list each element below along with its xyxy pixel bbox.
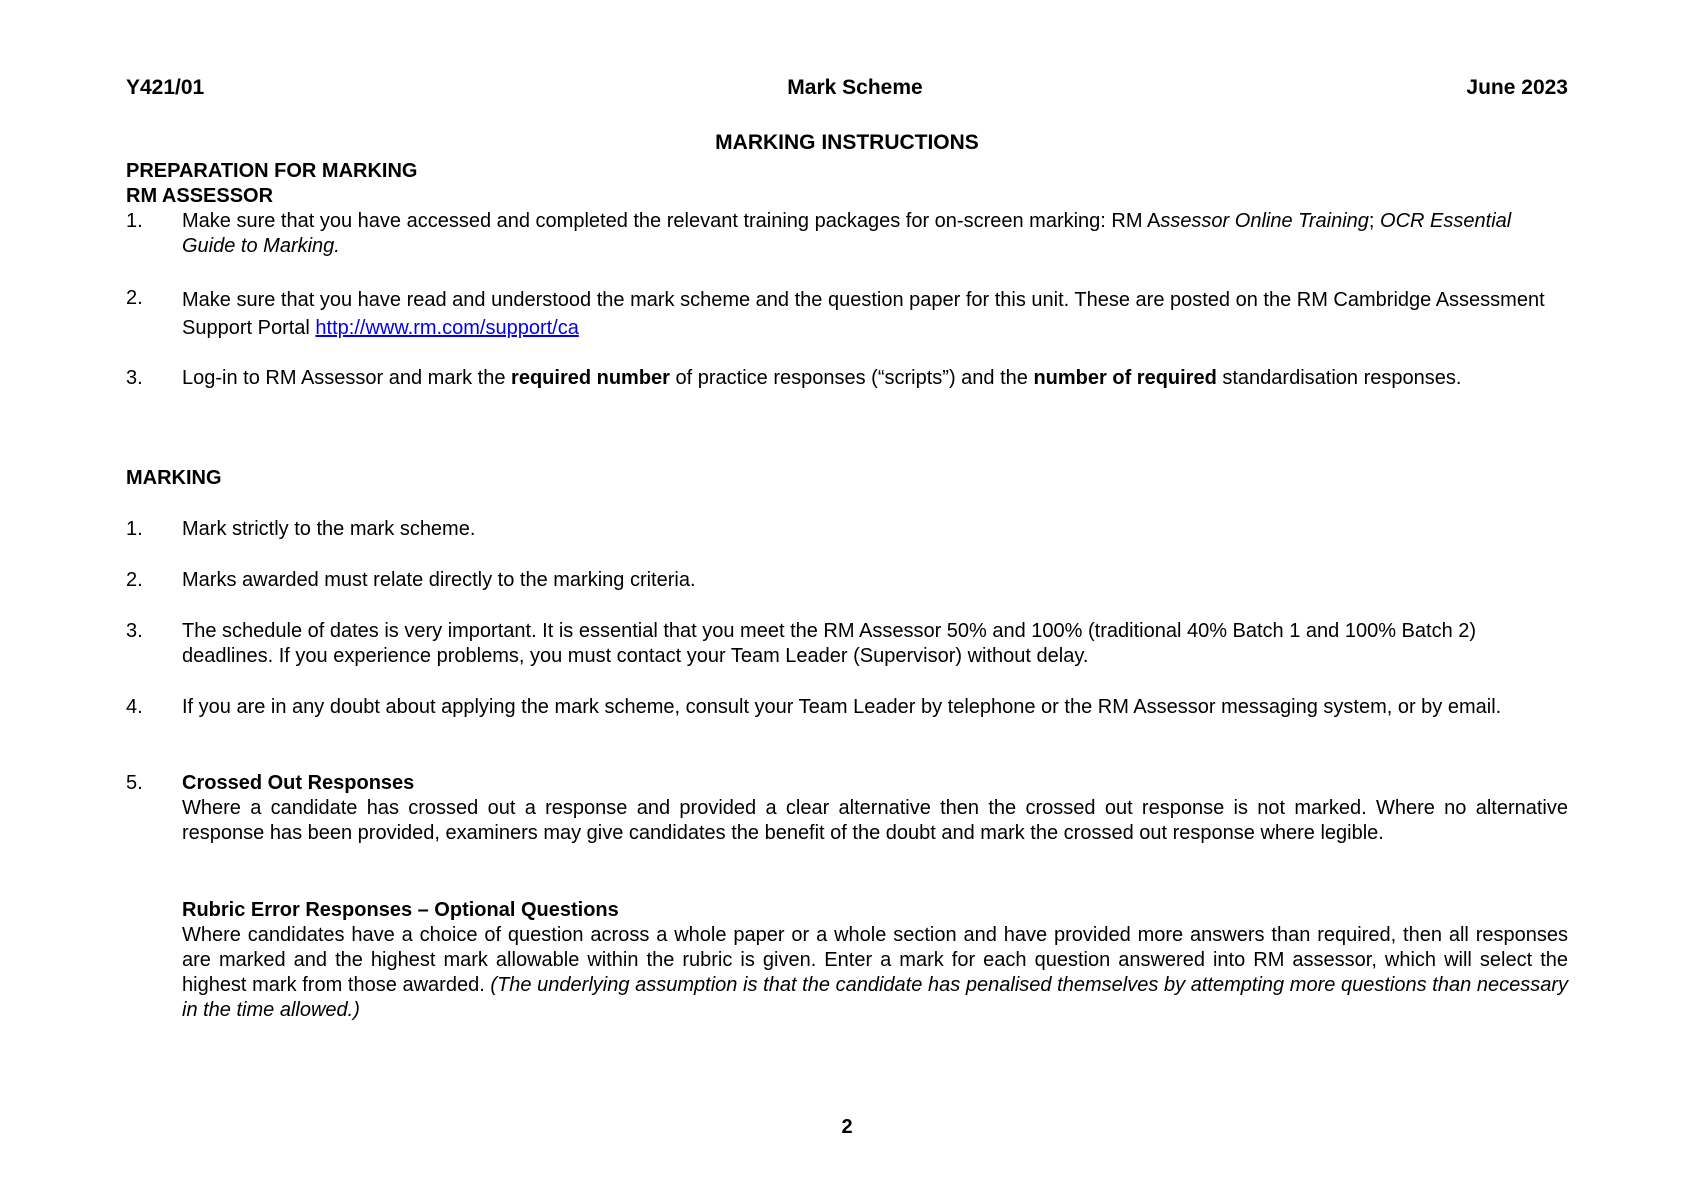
crossed-out-heading: Crossed Out Responses (182, 772, 415, 794)
item-number: 1. (126, 210, 143, 232)
item-text: The schedule of dates is very important. It is essential that you meet the RM Assessor 50% and 100% (traditional 40% Batch 1 and 100% Batch 2) deadlines. If you experience problems, you must contact your Team Leader (Supervisor) without delay. (182, 620, 1477, 667)
rubric-heading: Rubric Error Responses – Optional Questions (182, 899, 619, 921)
item-text: Marks awarded must relate directly to the marking criteria. (182, 569, 696, 591)
item-text: If you are in any doubt about applying the mark scheme, consult your Team Leader by telephone or the RM Assessor messaging system, or by email. (182, 696, 1502, 718)
item-number: 1. (126, 518, 143, 540)
marking-item-2 (126, 568, 1568, 593)
item-number: 2. (126, 569, 143, 591)
support-portal-link[interactable]: http://www.rm.com/support/ca (315, 317, 579, 339)
item-number: 3. (126, 367, 143, 389)
marking-item-5 (126, 771, 1568, 846)
item-text: Make sure that you have accessed and completed the relevant training packages for on-screen marking: RM Assessor Online Training; OCR Essential Guide to Marking. (182, 210, 1512, 257)
marking-item-1 (126, 517, 1568, 542)
item-number: 5. (126, 772, 143, 794)
page-title: MARKING INSTRUCTIONS (715, 131, 979, 154)
item-number: 3. (126, 620, 143, 642)
prep-item-2 (126, 286, 1568, 342)
item-text: Log-in to RM Assessor and mark the required number of practice responses (“scripts”) and the number of required standardisation responses. (182, 367, 1462, 389)
rm-assessor-subheading: RM ASSESSOR (126, 185, 274, 207)
prep-heading: PREPARATION FOR MARKING (126, 160, 418, 182)
item-text: Make sure that you have read and understood the mark scheme and the question paper for this unit. These are posted on the RM Cambridge Assessment Support Portal http://www.rm.com/support/ca (182, 289, 1545, 339)
marking-heading: MARKING (126, 467, 222, 489)
item-number: 4. (126, 696, 143, 718)
prep-item-1 (126, 209, 1568, 259)
marking-item-4 (126, 695, 1568, 720)
marking-item-3 (126, 619, 1568, 669)
header-date: June 2023 (1466, 76, 1568, 99)
rubric-error-block (182, 898, 1568, 1023)
page-number: 2 (841, 1116, 853, 1138)
header-title: Mark Scheme (787, 76, 923, 99)
item-text: Where a candidate has crossed out a response and provided a clear alternative then the crossed out response is not marked. Where no alternative response has been provided, examiners may give candidates the benefit of the doubt and mark the crossed out response where legible. (182, 797, 1568, 844)
item-text: Mark strictly to the mark scheme. (182, 518, 476, 540)
paper-code: Y421/01 (126, 76, 205, 99)
prep-item-3 (126, 366, 1568, 391)
item-number: 2. (126, 287, 143, 309)
rubric-text: Where candidates have a choice of question across a whole paper or a whole section and have provided more answers than required, then all responses are marked and the highest mark allowable within the rubric is given. Enter a mark for each question answered into RM assessor, which will select the highest mark from those awarded. (The underlying assumption is that the candidate has penalised themselves by attempting more questions than necessary in the time allowed.) (182, 924, 1569, 1021)
